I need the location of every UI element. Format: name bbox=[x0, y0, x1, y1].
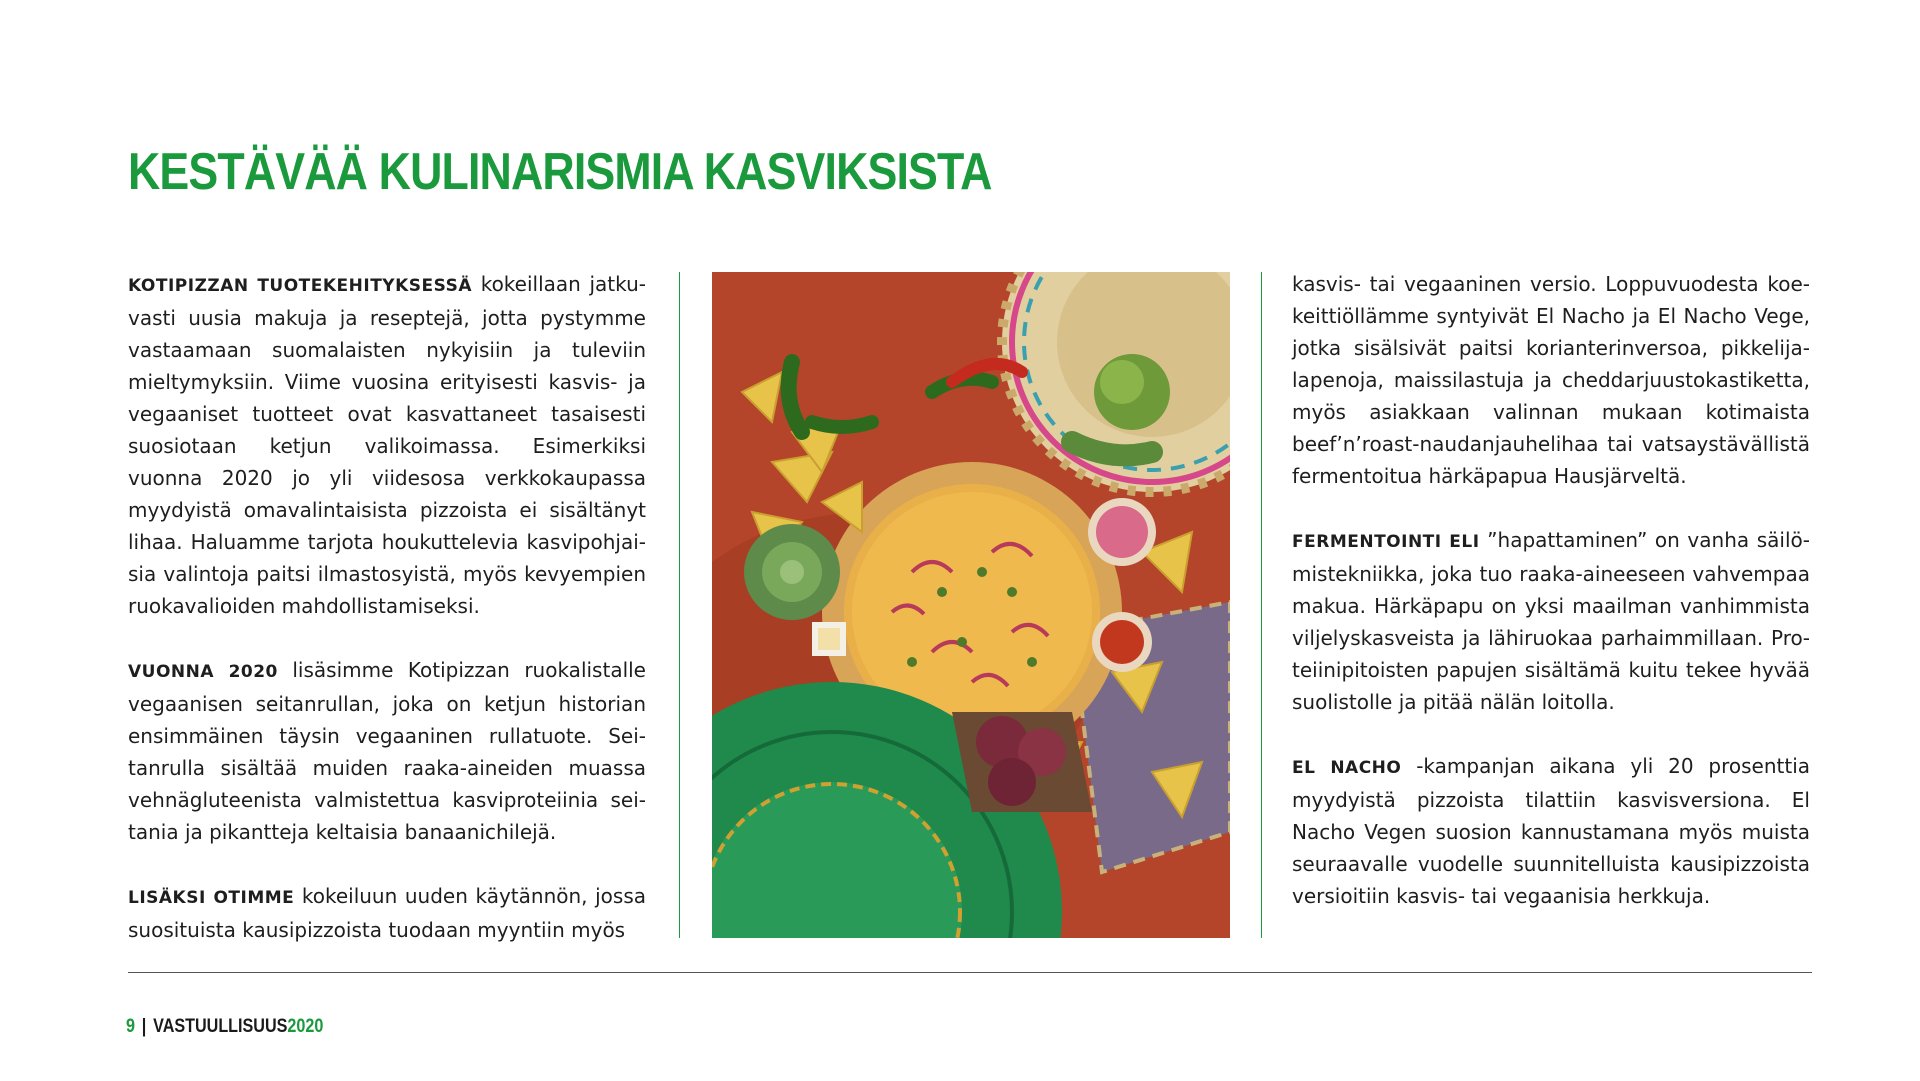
column-divider-right bbox=[1261, 272, 1262, 938]
footer-separator: | bbox=[141, 1016, 147, 1037]
paragraph-year-2020 bbox=[128, 654, 646, 848]
publication-year: 2020 bbox=[287, 1016, 324, 1037]
paragraph-el-nacho-versions bbox=[1292, 268, 1810, 492]
text-column-left bbox=[128, 268, 646, 978]
paragraph-new-practice bbox=[128, 880, 646, 946]
column-divider-left bbox=[679, 272, 680, 938]
paragraph-lead: LISÄKSI OTIMME bbox=[128, 888, 295, 908]
paragraph-text: ”hapattaminen” on vanha säilömistekniikka, joka tuo raaka-aineeseen vahvempaa makua. Härkäpapu on yksi maailman vanhimmista viljelyskasveista ja lähiruokaa parhaimmillaan. Proteiinipitoisten papujen sisältämä kuitu tekee hyvää suolistolle ja pitää nälän loitolla. bbox=[1292, 528, 1810, 714]
paragraph-text: kokeillaan jatkuvasti uusia makuja ja reseptejä, jotta pystymme vastaamaan suomalaisten nykyisiin ja tuleviin mieltymyksiin. Viime vuosina erityisesti kasvis- ja vegaaniset tuotteet ovat kasvattaneet tasaisesti suosiotaan ketjun valikoimassa. Esimerkiksi vuonna 2020 jo yli viidesosa verkkokaupassa myydyistä omavalintaisista pizzoista ei sisältänyt lihaa. Haluamme tarjota houkuttelevia kasvipohjaisia valintoja paitsi ilmastosyistä, myös kevyempien ruokavalioiden mahdollistamiseksi. bbox=[128, 272, 646, 618]
paragraph-product-development bbox=[128, 268, 646, 622]
paragraph-lead: VUONNA 2020 bbox=[128, 662, 278, 682]
footer-rule bbox=[128, 972, 1812, 973]
paragraph-lead: FERMENTOINTI ELI bbox=[1292, 532, 1480, 552]
page-number: 9 bbox=[126, 1016, 135, 1037]
page-footer bbox=[126, 1016, 323, 1038]
paragraph-text: -kampanjan aikana yli 20 prosenttia myydyistä pizzoista tilattiin kasvisversiona. El Nacho Vegen suosion kannustamana myös muista seuraavalle vuodelle suunnitelluista kausipizzoista versioitiin kasvis- tai vegaanisia herkkuja. bbox=[1292, 754, 1811, 908]
paragraph-text: kasvis- tai vegaaninen versio. Loppuvuodesta koekeittiöllämme syntyivät El Nacho ja El Nacho Vege, jotka sisälsivät paitsi korianterinversoa, pikkelijalapenoja, maissilastuja ja cheddarjuustokastiketta, myös asiakkaan valinnan mukaan kotimaista beef’n’roast-naudanjauhelihaa tai vatsaystävällistä fermentoitua härkäpapua Hausjärveltä. bbox=[1292, 272, 1810, 488]
publication-name: VASTUULLISUUS bbox=[153, 1016, 288, 1037]
food-photo bbox=[712, 272, 1230, 938]
paragraph-fermentation bbox=[1292, 524, 1810, 718]
paragraph-text: lisäsimme Kotipizzan ruokalistalle vegaanisen seitanrullan, joka on ketjun historian ensimmäinen täysin vegaaninen rullatuote. Seitanrulla sisältää muiden raaka-aineiden muassa vehnägluteenista valmistettua kasviproteiinia seitania ja pikantteja keltaisia banaanichilejä. bbox=[128, 658, 646, 844]
paragraph-lead: KOTIPIZZAN TUOTEKEHITYKSESSÄ bbox=[128, 276, 473, 296]
paragraph-text: kokeiluun uuden käytännön, jossa suosituista kausipizzoista tuodaan myyntiin myös bbox=[128, 884, 647, 942]
paragraph-lead: EL NACHO bbox=[1292, 758, 1402, 778]
page-title: KESTÄVÄÄ KULINARISMIA KASVIKSISTA bbox=[128, 143, 992, 201]
food-photo-nachos-pizza-icon bbox=[712, 272, 1230, 938]
text-column-right bbox=[1292, 268, 1810, 944]
paragraph-el-nacho-campaign bbox=[1292, 750, 1810, 912]
